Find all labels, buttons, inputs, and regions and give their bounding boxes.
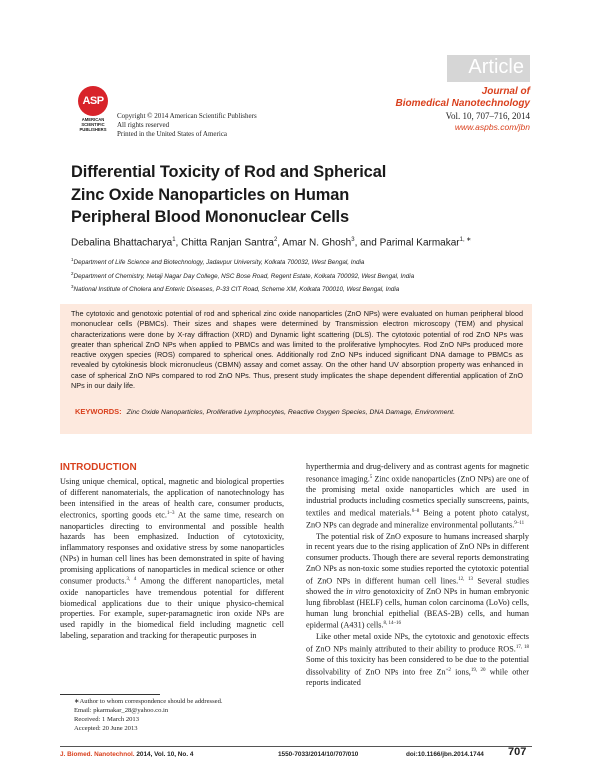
article-badge-label: Article [468,56,524,78]
affiliation [71,255,541,269]
affiliation [71,269,541,283]
body-column-left [60,462,284,642]
text-run: while other reports indicated [306,667,529,688]
copyright-line: Copyright © 2014 American Scientific Publishers [117,112,257,120]
footnote-line: Received: 1 March 2013 [74,716,140,723]
text-run: Some of this toxicity has been considered to be due to the potential dissolvability of ZnO NPs into free Zn [306,655,529,677]
affiliation-number: 3 [71,284,74,290]
affiliation-text: Department of Chemistry, Netaji Nagar Day College, NSC Bose Road, Regent Estate, Kolkata 700092, West Bengal, India [73,272,415,280]
journal-volume: Vol. 10, 707–716, 2014 [445,111,530,121]
author-name: Chitta Ranjan Santra [181,237,274,249]
author-name: Parimal Karmakar [379,237,460,249]
paragraph [306,632,529,689]
article-title [71,161,491,229]
affiliation-text: Department of Life Science and Biotechnology, Jadavpur University, Kolkata 700032, West Bengal, India [73,259,365,267]
paragraph [60,477,284,642]
logo-line: SCIENTIFIC [81,122,105,127]
keywords-label: KEYWORDS: [75,407,122,416]
publisher-logo [76,86,110,134]
title-line: Peripheral Blood Mononuclear Cells [71,208,350,226]
author-separator: , and [354,237,380,249]
affiliation [71,282,541,296]
footnote-line: ∗Author to whom correspondence should be addressed. [74,698,223,705]
text-run: Like other metal oxide NPs, the cytotoxic and genotoxic effects of ZnO NPs mainly attributed to their ability to produce ROS. [306,631,529,654]
citation-ref[interactable]: 3, 4 [126,577,137,583]
ion-charge: +2 [445,667,451,673]
author-affil-ref: 1, ∗ [459,237,472,243]
affiliation-text: National Institute of Cholera and Enteric Diseases, P-33 CIT Road, Scheme XM, Kolkata 700010, West Bengal, India [73,286,400,294]
footnote-divider [60,694,160,695]
body-column-right [306,462,529,689]
footer-citation [60,750,193,760]
correspondence-footnote [74,697,223,733]
author-name: Amar N. Ghosh [282,237,352,249]
text-run: hyperthermia and drug-delivery and as contrast agents for magnetic resonance imaging. [306,462,529,484]
journal-name-line2: Biomedical Nanotechnology [395,98,530,109]
paragraph [306,532,529,632]
author-affil-ref: 1 [172,237,176,243]
text-run: ions, [450,667,471,677]
logo-line: PUBLISHERS [79,127,107,132]
journal-url-link[interactable]: www.aspbs.com/jbn [454,122,530,132]
citation-ref[interactable]: 8, 14–16 [383,621,402,627]
article-type-badge [447,55,530,82]
citation-ref[interactable]: 1–3 [166,511,175,517]
paragraph [306,462,529,532]
logo-line: AMERICAN [81,117,105,122]
footer-issn: 1550-7033/2014/10/707/010 [278,751,359,758]
affiliation-number: 2 [71,270,74,276]
author-affil-ref: 2 [273,237,278,243]
keywords [75,407,525,418]
author-separator: , [277,237,283,249]
abstract-text: The cytotoxic and genotoxic potential of rod and spherical zinc oxide nanoparticles (ZnO NPs) were evaluated on human peripheral blood mononuclear cells (PBMCs). Their sizes and shapes were determined by Transmission electron microscopy (TEM) and physical characterizations were done by X-ray diffraction (XRD) and Dynamic light scattering (DLS). The cytotoxic potential of rod ZnO NPs was greater than spherical ZnO NPs when applied to PBMCs and was limited to the proliferative lymphocytes. Rod ZnO NPs produced more reactive oxygen species (ROS) compared to spherical ones. Additionally rod ZnO NPs induced significant DNA damage to PBMCs as revealed by cytokinesis block micronucleus (CBMN) assay and comet assay. On the other hand UV absorption property was enhanced in case of spherical ZnO NPs compared to rod ZnO NPs. Thus, present study implicates the shape dependent differential application of ZnO NPs in our daily life. [71,309,523,391]
affiliations [71,255,541,296]
journal-info [330,86,530,133]
author-affil-ref: 3 [351,237,355,243]
citation-ref[interactable]: 9–11 [514,521,525,527]
footer-divider [60,746,532,747]
author-separator: , [175,237,182,249]
text-run: The potential risk of ZnO exposure to humans increased sharply in recent years due to the rising application of ZnO NPs in different consumer products. Though there are several reports demonstrating ZnO NPs as non-toxic some studies reported the cytotoxic potential of ZnO NPs in different human cell lines. [306,531,529,586]
text-run: At the same time, research on nanoparticles directing to environmental and possible health hazards has been emphasized. Induction of cytotoxicity, inflammatory responses and oxidative stress by some nanoparticles (NPs) in human cell lines has been demonstrated in spite of having promising applications of nanoparticles in medical science or other consumer products. [60,510,285,587]
citation-ref[interactable]: 17, 18 [515,644,530,650]
author-list [71,234,471,249]
title-line: Differential Toxicity of Rod and Spherical [71,163,387,181]
citation-ref[interactable]: 19, 20 [470,667,486,673]
citation-ref[interactable]: 12, 13 [458,576,473,582]
text-run-italic: in vitro [346,587,371,597]
footnote-email[interactable]: Email: pkarmakar_28@yahoo.co.in [74,707,169,714]
author-name: Debalina Bhattacharya [71,237,173,249]
text-run: Zinc oxide nanoparticles (ZnO NPs) are one of the promising metal oxide nanoparticles which are used in industrial products including cosmetics specially sunscreens, paints, textiles and medical materials. [306,474,529,518]
journal-name-line1: Journal of [481,86,530,97]
asp-logo-mark: ASP [78,86,108,116]
text-run: Being a potent photo catalyst, ZnO NPs can degrade and mineralize environmental pollutants. [306,508,530,530]
footer-issue: 2014, Vol. 10, No. 4 [134,751,194,758]
printed-line: Printed in the United States of America [117,130,228,138]
citation-ref[interactable]: 6–8 [411,508,420,514]
affiliation-number: 1 [71,257,74,262]
text-run: genotoxicity of ZnO NPs in human embryonic lung fibroblast (HELF) cells, human colon carcinoma (LoVo) cells, human lung bronchial epithelial (BEAS-2B) cells, and human epidermal (A431) cells. [306,587,529,631]
footer-doi[interactable]: doi:10.1166/jbn.2014.1744 [406,751,484,758]
page-number: 707 [508,746,527,758]
text-run: Using unique chemical, optical, magnetic and biological properties of different nanomaterials, the application of nanotechnology has been intensified in the areas of health care, consumer products, electronics, sporting goods etc. [60,477,284,520]
text-run: Among the different nanoparticles, metal oxide nanoparticles have tremendous potential for different biomedical applications due to their unique physico-chemical properties. For example, super-paramagnetic iron oxide NPs are used rapidly in the biomedical field including magnetic cell labeling, separation and tracking for therapeutic purposes in [60,577,285,640]
logo-wordmark [76,117,110,132]
footer-journal: J. Biomed. Nanotechnol. [60,751,135,758]
citation-ref[interactable]: 5 [369,474,373,480]
copyright-block [117,112,257,139]
keywords-text: Zinc Oxide Nanoparticles, Proliferative Lymphocytes, Reactive Oxygen Species, DNA Damage, Environment. [126,409,455,416]
footnote-line: Accepted: 20 June 2013 [74,725,138,732]
rights-reserved-line: All rights reserved [117,121,170,129]
text-run: Several studies showed the [306,576,529,597]
section-heading-introduction: INTRODUCTION [60,462,137,473]
title-line: Zinc Oxide Nanoparticles on Human [71,185,350,204]
